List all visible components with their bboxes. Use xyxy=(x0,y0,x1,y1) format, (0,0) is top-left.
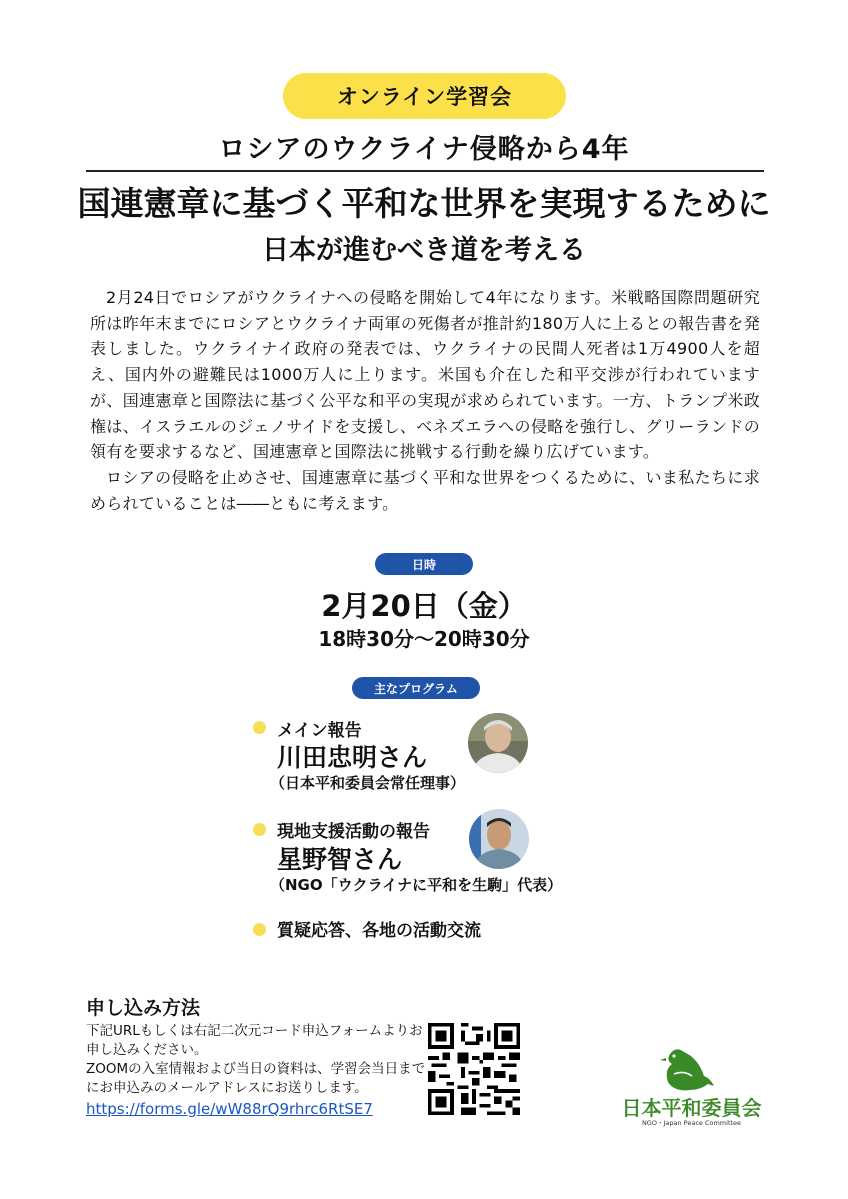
speaker-photo-avatar xyxy=(469,809,529,869)
speaker-affiliation: （NGO「ウクライナに平和を生駒」代表） xyxy=(270,876,563,894)
bullet-icon xyxy=(253,823,266,836)
event-title-sub: 日本が進むべき道を考える xyxy=(262,235,586,266)
apply-instructions-2: ZOOMの入室情報および当日の資料は、学習会当日までにお申込みのメールアドレスにお送りします。 xyxy=(86,1061,426,1096)
event-type-badge: オンライン学習会 xyxy=(283,73,566,119)
event-date: 2月20日（金） xyxy=(321,589,527,623)
program-item-title: メイン報告 xyxy=(277,721,362,741)
bullet-icon xyxy=(253,923,266,936)
event-time: 18時30分〜20時30分 xyxy=(318,627,530,651)
apply-form-link[interactable]: https://forms.gle/wW88rQ9rhrc6RtSE7 xyxy=(86,1100,373,1118)
program-item-title: 現地支援活動の報告 xyxy=(277,822,430,842)
qr-code-icon[interactable] xyxy=(428,1023,520,1115)
apply-instructions xyxy=(86,1022,426,1098)
description xyxy=(90,285,760,516)
apply-heading: 申し込み方法 xyxy=(86,997,201,1019)
program-item-title: 質疑応答、各地の活動交流 xyxy=(277,921,481,941)
description-paragraph-2: ロシアの侵略を止めさせ、国連憲章に基づく平和な世界をつくるために、いま私たちに求められていることは――ともに考えます。 xyxy=(90,467,760,513)
bullet-icon xyxy=(253,721,266,734)
speaker-affiliation: （日本平和委員会常任理事） xyxy=(270,774,466,792)
event-title: 国連憲章に基づく平和な世界を実現するために xyxy=(77,184,771,223)
divider xyxy=(86,170,764,172)
program-label: 主なプログラム xyxy=(352,677,480,699)
speaker-name: 川田忠明さん xyxy=(277,743,428,772)
org-logo-subtitle: NGO・Japan Peace Committee xyxy=(641,1119,742,1127)
schedule-label: 日時 xyxy=(375,553,473,575)
apply-instructions-1: 下記URLもしくは右記二次元コード申込フォームよりお申し込みください。 xyxy=(86,1023,423,1058)
speaker-photo-avatar xyxy=(468,713,528,773)
org-logo-name: 日本平和委員会 xyxy=(621,1096,762,1120)
event-subtitle: ロシアのウクライナ侵略から4年 xyxy=(218,134,630,165)
description-paragraph-1: 2月24日でロシアがウクライナへの侵略を開始して4年になります。米戦略国際問題研究所は昨年末までにロシアとウクライナ両軍の死傷者が推計約180万人に上るとの報告書を発表しました。ウクライナイ政府の発表では、ウクライナの民間人死者は1万4900人を超え、国内外の避難民は1000万人に上ります。米国も介在した和平交渉が行われていますが、国連憲章と国際法に基づく公平な和平の実現が求められています。一方、トランプ米政権は、イスラエルのジェノサイドを支援し、ベネズエラへの侵略を強行し、グリーランドの領有を要求するなど、国連憲章と国際法に挑戦する行動を繰り広げています。 xyxy=(90,288,760,462)
speaker-name: 星野智さん xyxy=(277,845,403,874)
